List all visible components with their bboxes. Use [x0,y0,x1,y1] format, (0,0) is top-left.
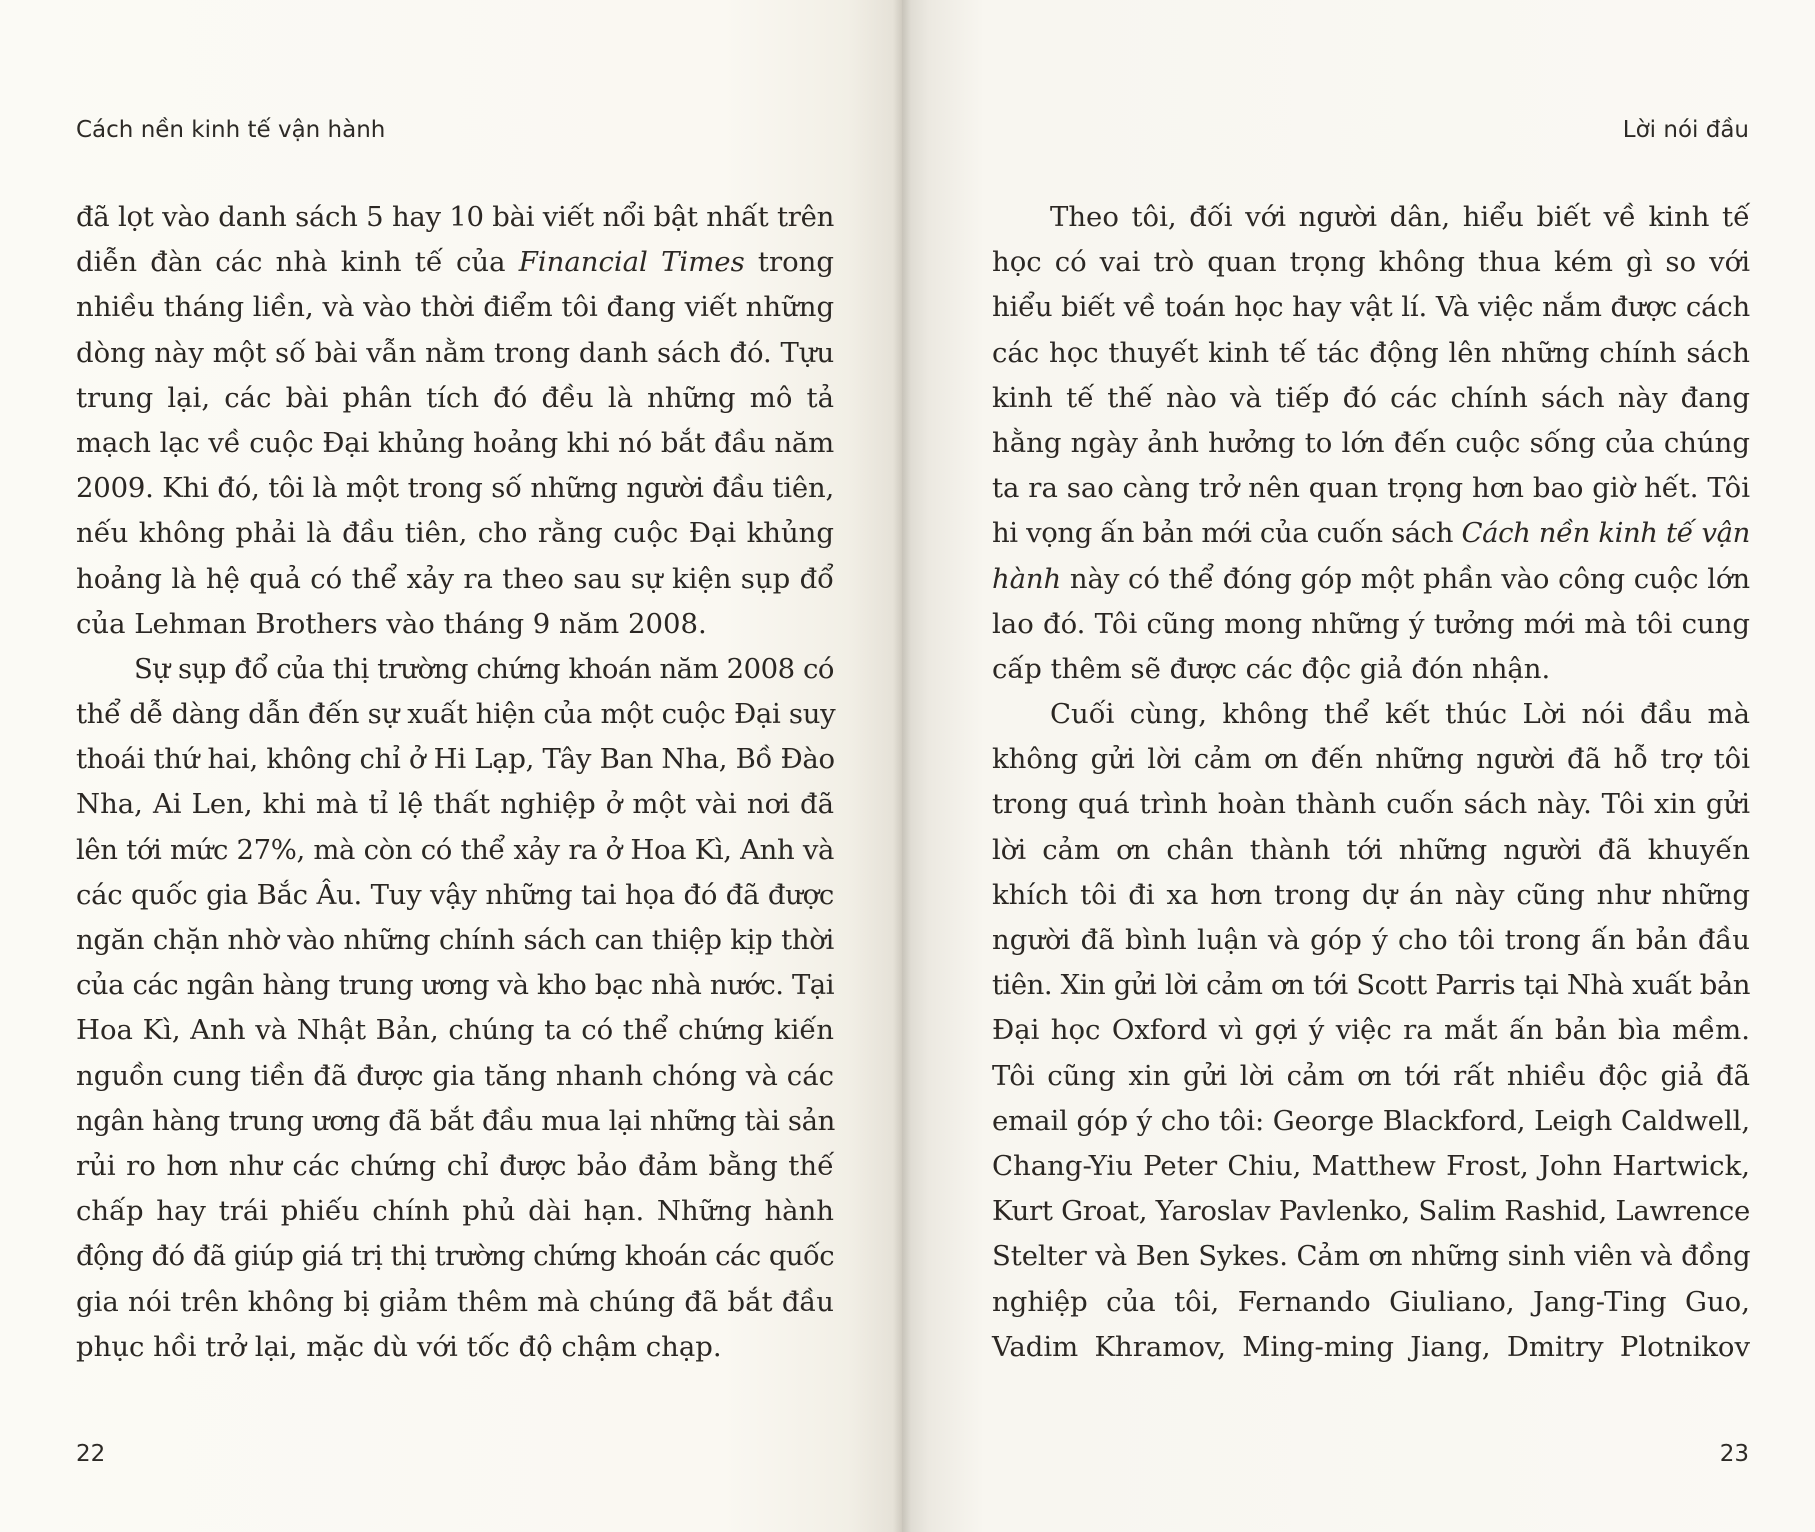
text-line [992,1144,1750,1189]
right-page [902,0,1815,1532]
text-run: kinh tế thế nào và tiếp đó các chính sách này đang [992,381,1750,414]
text-line [76,963,834,1008]
text-run: nguồn cung tiền đã được gia tăng nhanh chóng và các [76,1059,834,1092]
text-run: Hoa Kì, Anh và Nhật Bản, chúng ta có thể chứng kiến [76,1014,834,1047]
text-run: không gửi lời cảm ơn đến những người đã hỗ trợ tôi [992,743,1750,776]
text-run: ngân hàng trung ương đã bắt đầu mua lại những tài sản [76,1104,835,1137]
text-line [76,1280,834,1325]
text-line [76,240,834,285]
text-run: các quốc gia Bắc Âu. Tuy vậy những tai họa đó đã được [76,878,834,911]
text-run: chấp hay trái phiếu chính phủ dài hạn. Những hành [76,1195,834,1228]
text-line [992,376,1750,421]
text-line [76,647,834,692]
text-line [76,1008,834,1053]
text-line [992,331,1750,376]
text-line [992,285,1750,330]
text-run: đã lọt vào danh sách 5 hay 10 bài viết nổi bật nhất trên [76,201,834,233]
text-line [992,692,1750,737]
text-run: Sự sụp đổ của thị trường chứng khoán năm 2008 có [134,652,834,685]
text-run: trong [744,246,834,279]
text-run: hằng ngày ảnh hưởng to lớn đến cuộc sống của chúng [992,426,1750,459]
text-run: cấp thêm sẽ được các độc giả đón nhận. [992,652,1551,685]
text-line [992,782,1750,827]
text-run: lời cảm ơn chân thành tới những người đã khuyến [992,833,1750,866]
running-head-book-title: Cách nền kinh tế vận hành [76,117,386,143]
text-run: Stelter và Ben Sykes. Cảm ơn những sinh viên và đồng [992,1240,1751,1273]
text-run: động đó đã giúp giá trị thị trường chứng khoán các quốc [76,1240,834,1273]
text-run: Tôi cũng xin gửi lời cảm ơn tới rất nhiều độc giả đã [992,1059,1750,1092]
text-run: Chang-Yiu Peter Chiu, Matthew Frost, John Hartwick, [992,1149,1750,1182]
text-line [76,692,834,737]
text-line [992,1280,1750,1325]
text-line [992,557,1750,602]
text-line [992,602,1750,647]
text-run: nếu không phải là đầu tiên, cho rằng cuộc Đại khủng [76,517,834,550]
text-run: phục hồi trở lại, mặc dù với tốc độ chậm chạp. [76,1330,722,1363]
text-run: mạch lạc về cuộc Đại khủng hoảng khi nó bắt đầu năm [76,426,834,459]
text-line [76,511,834,556]
text-run: email góp ý cho tôi: George Blackford, Leigh Caldwell, [992,1104,1750,1137]
text-run: lên tới mức 27%, mà còn có thể xảy ra ở Hoa Kì, Anh và [76,833,834,866]
text-line [992,1325,1750,1370]
text-line [992,1099,1750,1144]
text-run: Kurt Groat, Yaroslav Pavlenko, Salim Rashid, Lawrence [992,1195,1750,1228]
text-line [992,1054,1750,1099]
italic-text: Cách nền kinh tế vận [1461,517,1750,550]
text-run: Cuối cùng, không thể kết thúc Lời nói đầu mà [1050,698,1750,731]
text-run: rủi ro hơn như các chứng chỉ được bảo đảm bằng thế [76,1149,834,1182]
text-run: ngăn chặn nhờ vào những chính sách can thiệp kịp thời [76,924,834,956]
right-page-body-text [992,195,1750,1370]
text-line [76,557,834,602]
left-page [0,0,902,1532]
text-line [76,1099,834,1144]
text-line [992,421,1750,466]
text-line [992,647,1750,692]
text-line [76,602,834,647]
text-run: nhiều tháng liền, và vào thời điểm tôi đang viết những [76,291,835,324]
text-line [76,285,834,330]
text-run: hiểu biết về toán học hay vật lí. Và việc nắm được cách [992,291,1750,324]
text-line [76,737,834,782]
text-run: của các ngân hàng trung ương và kho bạc nhà nước. Tại [76,969,834,1002]
text-line [76,828,834,873]
text-line [992,737,1750,782]
text-line [992,1008,1750,1053]
text-run: dòng này một số bài vẫn nằm trong danh sách đó. Tựu [76,336,835,369]
text-line [76,782,834,827]
text-line [76,1144,834,1189]
text-run: Theo tôi, đối với người dân, hiểu biết về kinh tế [1050,201,1750,233]
text-run: Vadim Khramov, Ming-ming Jiang, Dmitry Plotnikov [992,1330,1750,1363]
text-line [992,918,1750,963]
text-run: các học thuyết kinh tế tác động lên những chính sách [992,336,1750,369]
text-line [76,421,834,466]
text-run: Đại học Oxford vì gợi ý việc ra mắt ấn bản bìa mềm. [992,1014,1750,1047]
text-run: tiên. Xin gửi lời cảm ơn tới Scott Parris tại Nhà xuất bản [992,969,1750,1002]
page-number: 23 [1719,1441,1749,1467]
page-number: 22 [76,1441,106,1467]
text-line [76,873,834,918]
text-line [76,1325,834,1370]
text-run: ta ra sao càng trở nên quan trọng hơn bao giờ hết. Tôi [992,472,1750,505]
running-head-chapter-title: Lời nói đầu [1622,117,1749,143]
text-line [992,195,1750,240]
text-run: trung lại, các bài phân tích đó đều là những mô tả [76,381,834,414]
text-run: nghiệp của tôi, Fernando Giuliano, Jang-Ting Guo, [992,1285,1750,1318]
text-line [76,1234,834,1279]
text-run: lao đó. Tôi cũng mong những ý tưởng mới mà tôi cung [992,607,1750,640]
text-line [992,1234,1750,1279]
text-line [76,1189,834,1234]
text-run: Nha, Ai Len, khi mà tỉ lệ thất nghiệp ở một vài nơi đã [76,788,834,821]
text-line [992,828,1750,873]
text-run: khích tôi đi xa hơn trong dự án này cũng như những [992,878,1750,911]
text-run: thể dễ dàng dẫn đến sự xuất hiện của một cuộc Đại suy [76,698,836,731]
book-gutter-shadow [893,0,911,1532]
text-line [992,1189,1750,1234]
text-line [76,331,834,376]
text-run: người đã bình luận và góp ý cho tôi trong ấn bản đầu [992,924,1750,956]
left-page-body-text [76,195,834,1370]
text-line [992,466,1750,511]
text-line [76,376,834,421]
text-run: thoái thứ hai, không chỉ ở Hi Lạp, Tây Ban Nha, Bồ Đào [76,743,835,776]
text-line [76,195,834,240]
text-line [992,873,1750,918]
text-run: diễn đàn các nhà kinh tế của [76,246,519,279]
text-line [76,918,834,963]
text-run: của Lehman Brothers vào tháng 9 năm 2008. [76,607,707,640]
text-line [76,1054,834,1099]
text-run: 2009. Khi đó, tôi là một trong số những người đầu tiên, [76,472,834,505]
text-line [992,963,1750,1008]
text-run: hi vọng ấn bản mới của cuốn sách [992,517,1462,550]
text-run: trong quá trình hoàn thành cuốn sách này. Tôi xin gửi [992,788,1750,821]
italic-text: hành [992,562,1062,595]
text-run: hoảng là hệ quả có thể xảy ra theo sau sự kiện sụp đổ [76,562,834,595]
text-run: này có thể đóng góp một phần vào công cuộc lớn [1061,562,1750,595]
italic-text: Financial Times [518,246,745,279]
text-line [992,240,1750,285]
text-line [76,466,834,511]
text-line [992,511,1750,556]
text-run: học có vai trò quan trọng không thua kém gì so với [992,246,1750,279]
text-run: gia nói trên không bị giảm thêm mà chúng đã bắt đầu [76,1285,834,1318]
